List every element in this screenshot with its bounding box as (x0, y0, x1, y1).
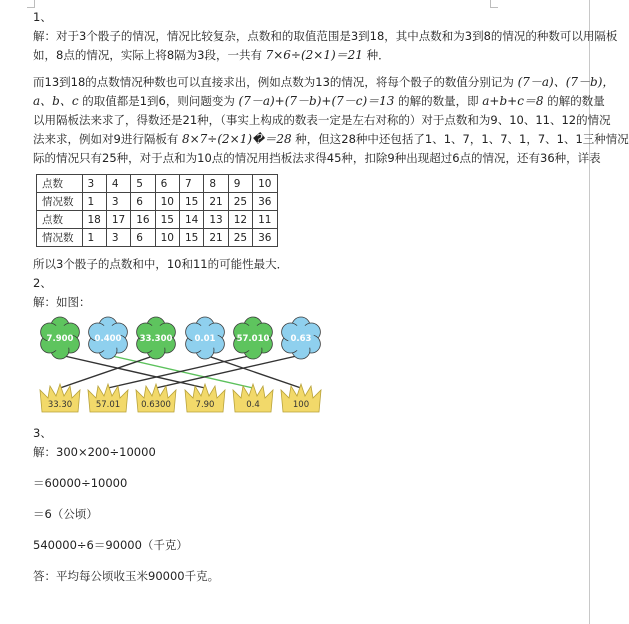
q3-line-2: ＝60000÷10000 (33, 476, 128, 490)
crop-mark-top-left (27, 0, 35, 8)
question-2-number: 2、 (33, 276, 52, 290)
grass-label: 7.90 (195, 400, 215, 410)
table-cell: 3 (106, 229, 130, 247)
crop-mark-top-right (490, 0, 498, 8)
grass-card (233, 384, 273, 412)
grass-label: 0.4 (246, 400, 260, 410)
q1-formula: (7－a)、(7－b)， (517, 75, 615, 89)
flower-card (186, 317, 225, 359)
flower-card (137, 317, 176, 359)
q1-text: 种，但这28种中还包括了1、1、7，1、7、1，7、1、1三种情况 (295, 132, 629, 146)
table-cell: 9 (228, 175, 252, 193)
table-row-header: 情况数 (37, 193, 83, 211)
question-3-number: 3、 (33, 426, 52, 440)
table-cell: 15 (155, 211, 179, 229)
grass-label: 33.30 (47, 400, 73, 410)
table-row (37, 193, 278, 211)
q3-line-5: 答：平均每公顷收玉米90000千克。 (33, 569, 220, 583)
flower-card (89, 317, 128, 359)
q1-formula: (7－a)+(7－b)+(7－c)＝13 (238, 94, 395, 108)
table-cell: 6 (155, 175, 179, 193)
table-cell: 8 (204, 175, 228, 193)
q1-formula: 7×6÷(2×1)＝21 (265, 48, 363, 62)
q1-text: 的解的数量，即 (398, 94, 479, 108)
q1-text: 法来求，例如对9进行隔板有 (33, 132, 179, 146)
table-cell: 1 (82, 229, 106, 247)
flower-label: 0.400 (94, 334, 122, 344)
table-cell: 36 (253, 229, 277, 247)
table-row-header: 点数 (37, 175, 83, 193)
table-cell: 15 (180, 229, 204, 247)
q3-line-1: 解：300×200÷10000 (33, 445, 156, 459)
grass-card (281, 384, 321, 412)
q2-answer: 解：如图： (33, 295, 91, 309)
table-cell: 5 (131, 175, 155, 193)
flower-label: 0.01 (194, 334, 216, 344)
table-cell: 21 (204, 193, 228, 211)
table-row (37, 229, 278, 247)
grass-card (40, 384, 80, 412)
table-cell: 12 (228, 211, 252, 229)
q1-formula: 8×7÷(2×1)�＝28 (181, 132, 292, 146)
table-cell: 21 (204, 229, 228, 247)
table-cell: 36 (253, 193, 277, 211)
table-row (37, 211, 278, 229)
grass-label: 100 (292, 400, 310, 410)
table-cell: 14 (180, 211, 204, 229)
table-cell: 4 (106, 175, 130, 193)
table-cell: 17 (106, 211, 130, 229)
table-cell: 7 (180, 175, 204, 193)
flower-label: 57.010 (236, 334, 270, 344)
grass-card (88, 384, 128, 412)
table-cell: 6 (131, 229, 155, 247)
table-cell: 25 (228, 229, 252, 247)
q1-formula: a、b、c (33, 94, 79, 108)
q1-paragraph-2-line-5: 际的情况只有25种，对于点和为10点的情况用挡板法求得45种，扣除9种出现超过6点的情况，还有36种，详表 (33, 151, 601, 165)
flower-label: 33.300 (139, 334, 173, 344)
q1-text: 的解的数量 (547, 94, 605, 108)
grass-card (136, 384, 176, 412)
table-cell: 6 (131, 193, 155, 211)
q3-line-4: 540000÷6＝90000（千克） (33, 538, 188, 552)
question-1-number: 1、 (33, 10, 52, 24)
flower-label: 0.63 (290, 334, 312, 344)
table-cell: 1 (82, 193, 106, 211)
table-cell: 15 (180, 193, 204, 211)
q1-paragraph-2-line-3: 以用隔板法来求了，得数还是21种，（事实上构成的数表一定是左右对称的）对于点数和为9、10、11、12的情况 (33, 113, 611, 127)
table-row-header: 情况数 (37, 229, 83, 247)
grass-label: 57.01 (95, 400, 121, 410)
flower-card (234, 317, 273, 359)
table-cell: 13 (204, 211, 228, 229)
flower-card (282, 317, 321, 359)
table-cell: 10 (253, 175, 277, 193)
q1-paragraph-2-line-4 (33, 130, 629, 149)
q1-text: 如，8点的情况，实际上将8隔为3段，一共有 (33, 48, 262, 62)
q1-solution-line-1: 解：对于3个骰子的情况，情况比较复杂，点数和的取值范围是3到18，其中点数和为3到8的情况的种数可以用隔板 (33, 29, 618, 43)
flower-label: 7.900 (46, 334, 74, 344)
q1-text: 的取值都是1到6，则问题变为 (82, 94, 235, 108)
q1-paragraph-2-line-2 (33, 92, 605, 111)
table-cell: 3 (106, 193, 130, 211)
q1-conclusion: 所以3个骰子的点数和中，10和11的可能性最大． (33, 257, 289, 271)
table-cell: 25 (228, 193, 252, 211)
document-content (33, 8, 629, 586)
grass-card (185, 384, 225, 412)
table-cell: 18 (82, 211, 106, 229)
q1-paragraph-2-line-1 (33, 73, 615, 92)
q1-formula: a+b+c＝8 (482, 94, 544, 108)
table-cell: 3 (82, 175, 106, 193)
matching-diagram-svg (33, 320, 333, 416)
table-cell: 10 (155, 229, 179, 247)
q1-text: 而13到18的点数情况种数也可以直接求出，例如点数为13的情况，将每个骰子的数值分别记为 (33, 75, 514, 89)
table-row (37, 175, 278, 193)
dice-sum-table (36, 174, 278, 247)
q1-text: 种． (366, 48, 390, 62)
flower-grass-matching-diagram (33, 320, 333, 416)
grass-label: 0.6300 (141, 400, 171, 410)
table-row-header: 点数 (37, 211, 83, 229)
q3-line-3: ＝6（公顷） (33, 507, 98, 521)
table-cell: 11 (253, 211, 277, 229)
q1-solution-line-2 (33, 46, 593, 65)
flower-card (41, 317, 80, 359)
table-cell: 10 (155, 193, 179, 211)
table-cell: 16 (131, 211, 155, 229)
